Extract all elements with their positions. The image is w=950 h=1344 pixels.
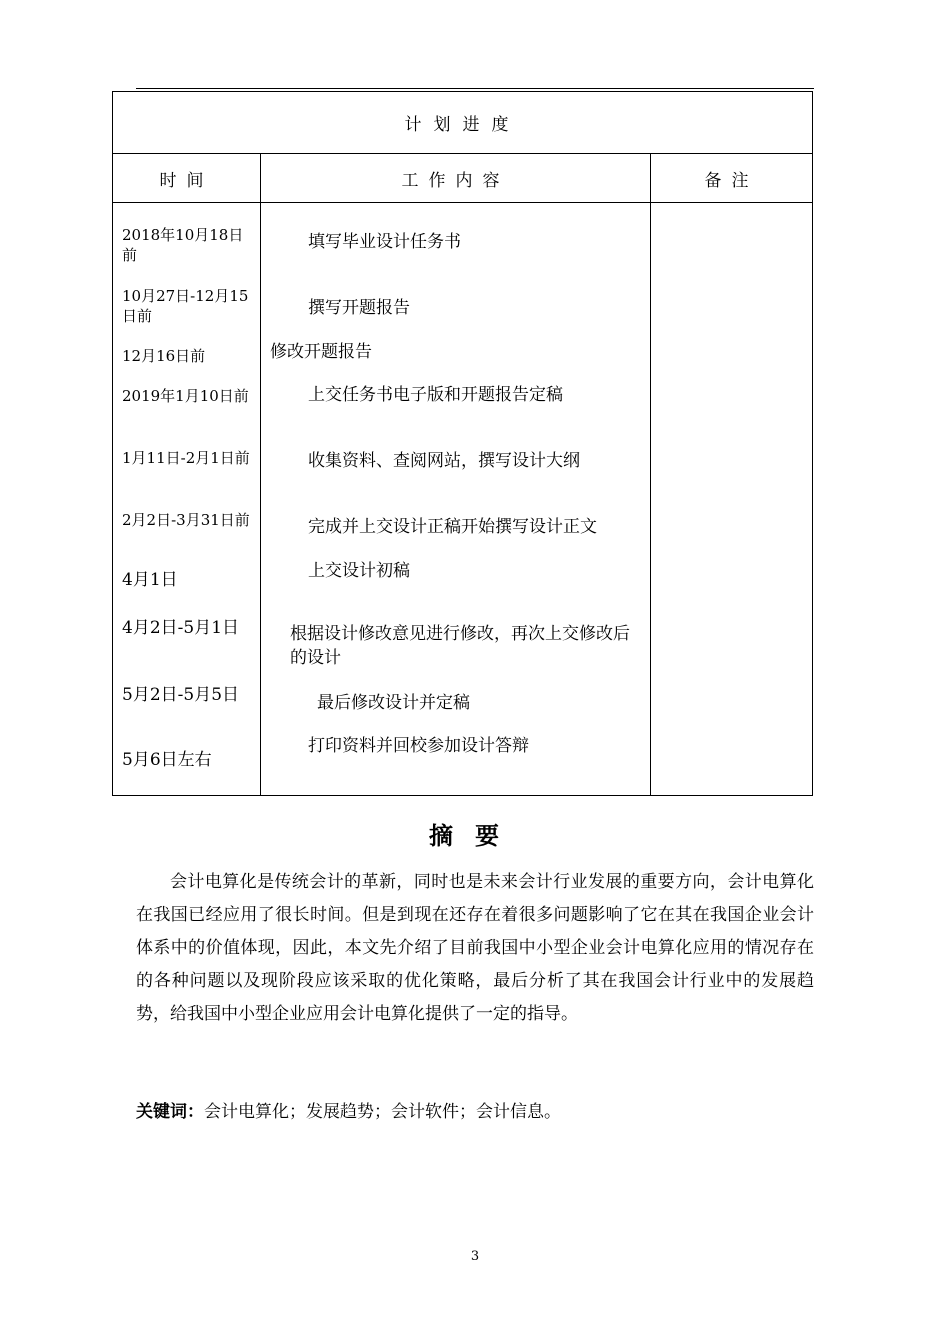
- task-10: 打印资料并回校参加设计答辩: [308, 736, 529, 756]
- plan-title: 计划进度: [113, 92, 813, 154]
- date-10: 5月6日左右: [122, 750, 212, 770]
- date-2: 10月27日-12月15日前: [122, 287, 249, 325]
- date-4: 2019年1月10日前: [122, 387, 249, 405]
- date-8: 4月2日-5月1日: [122, 618, 240, 638]
- header-rule: [136, 88, 814, 89]
- plan-table: [112, 91, 813, 796]
- date-column: [113, 203, 261, 796]
- date-6: 2月2日-3月31日前: [122, 511, 250, 529]
- date-9: 5月2日-5月5日: [122, 685, 240, 705]
- task-5: 收集资料、查阅网站，撰写设计大纲: [308, 451, 580, 471]
- task-1: 填写毕业设计任务书: [308, 232, 461, 252]
- task-7: 上交设计初稿: [308, 561, 410, 581]
- task-3: 修改开题报告: [270, 342, 372, 362]
- keywords-text: 会计电算化；发展趋势；会计软件；会计信息。: [204, 1102, 561, 1122]
- date-1: 2018年10月18日前: [122, 226, 244, 264]
- task-4: 上交任务书电子版和开题报告定稿: [308, 385, 563, 405]
- header-note: 备注: [651, 154, 813, 203]
- abstract-body: 会计电算化是传统会计的革新，同时也是未来会计行业发展的重要方向，会计电算化在我国已经应用了很长时间。但是到现在还存在着很多问题影响了它在其在我国企业会计体系中的价值体现，因此，本文先介绍了目前我国中小型企业会计电算化应用的情况存在的各种问题以及现阶段应该采取的优化策略，最后分析了其在我国会计行业中的发展趋势，给我国中小型企业应用会计电算化提供了一定的指导。: [136, 872, 814, 1024]
- keywords: [136, 1097, 561, 1122]
- task-column: [261, 203, 651, 796]
- task-8: 根据设计修改意见进行修改，再次上交修改后的设计: [290, 624, 630, 668]
- date-5: 1月11日-2月1日前: [122, 449, 250, 467]
- task-9: 最后修改设计并定稿: [317, 693, 470, 713]
- keywords-label: 关键词：: [136, 1102, 204, 1122]
- task-6: 完成并上交设计正稿开始撰写设计正文: [308, 517, 597, 537]
- header-content: 工作内容: [261, 154, 651, 203]
- note-column: [651, 203, 813, 796]
- task-2: 撰写开题报告: [308, 298, 410, 318]
- header-time: 时间: [113, 154, 261, 203]
- abstract-title: 摘要: [429, 821, 521, 850]
- date-7: 4月1日: [122, 570, 178, 590]
- date-3: 12月16日前: [122, 347, 206, 365]
- page-number: 3: [470, 1249, 480, 1264]
